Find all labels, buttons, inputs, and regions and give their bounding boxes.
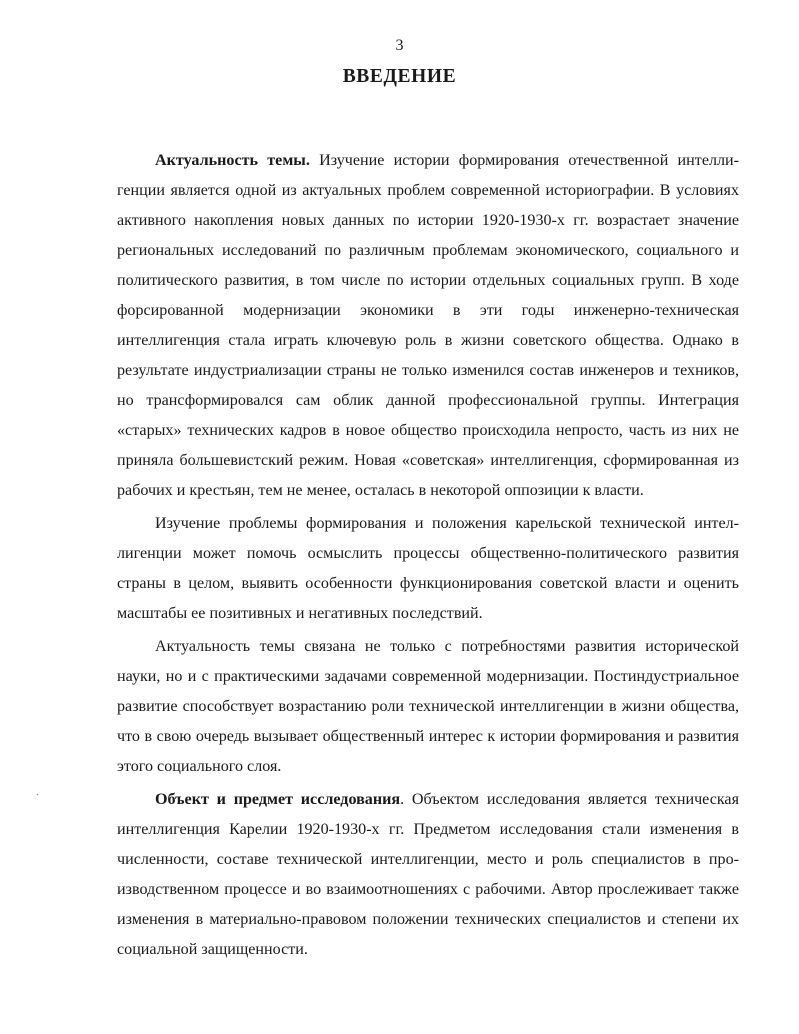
section-lead-object: Объект и предмет исследования bbox=[155, 791, 401, 808]
paragraph-relevance bbox=[117, 146, 739, 506]
paragraph-text: Изучение проблемы формирования и положения карельской технической интеллигенции может помочь осмыслить процессы общественно-политического развития страны в целом, выявить особенности функционирования советской власти и оценить масштабы ее позитивных и негативных последствий. bbox=[117, 515, 739, 622]
paragraph-study-problem bbox=[117, 509, 739, 629]
paragraph-text: Изучение истории формирования отечественной интеллигенции является одной из актуальных проблем современной историографии. В условиях активного накопления новых данных по истории 1920-1930-х гг. возрастает значение региональных исследований по различным проблемам экономического, социального и политического развития, в том числе по истории отдельных социальных групп. В ходе форсированной модернизации экономики в эти годы инженерно-техническая интеллигенция стала играть ключевую роль в жизни советского общества. Однако в результате индустриализации страны не только изменился состав инженеров и техников, но трансформировался сам облик данной профессиональной группы. Интеграция «старых» технических кадров в новое общество происходила непросто, часть из них не приняла большевистский режим. Новая «советская» интеллигенция, сформированная из рабочих и крестьян, тем не менее, осталась в некоторой оппозиции к власти. bbox=[117, 152, 739, 499]
paragraph-text: . Объектом исследования является техническая интеллигенция Карелии 1920-1930-х гг. Предметом исследования стали изменения в численности, составе технической интеллигенции, место и роль специалистов в производственном процессе и во взаимоотношениях с рабочими. Автор прослеживает также изменения в материально-правовом положении технических специалистов и степени их социальной защищенности. bbox=[117, 791, 739, 958]
paragraph-text: Актуальность темы связана не только с потребностями развития исторической науки, но и с практическими задачами современной модернизации. Постиндустриальное развитие способствует возрастанию роли технической интеллигенции в жизни общества, что в свою очередь вызывает общественный интерес к истории формирования и развития этого социального слоя. bbox=[117, 638, 739, 775]
page-number: 3 bbox=[395, 37, 404, 54]
page-title: ВВЕДЕНИЕ bbox=[342, 66, 457, 87]
body-text bbox=[117, 146, 739, 965]
scan-speck bbox=[36, 793, 39, 796]
section-lead-relevance: Актуальность темы. bbox=[155, 152, 310, 169]
paragraph-topic-relevance bbox=[117, 632, 739, 782]
paragraph-object-subject bbox=[117, 785, 739, 965]
